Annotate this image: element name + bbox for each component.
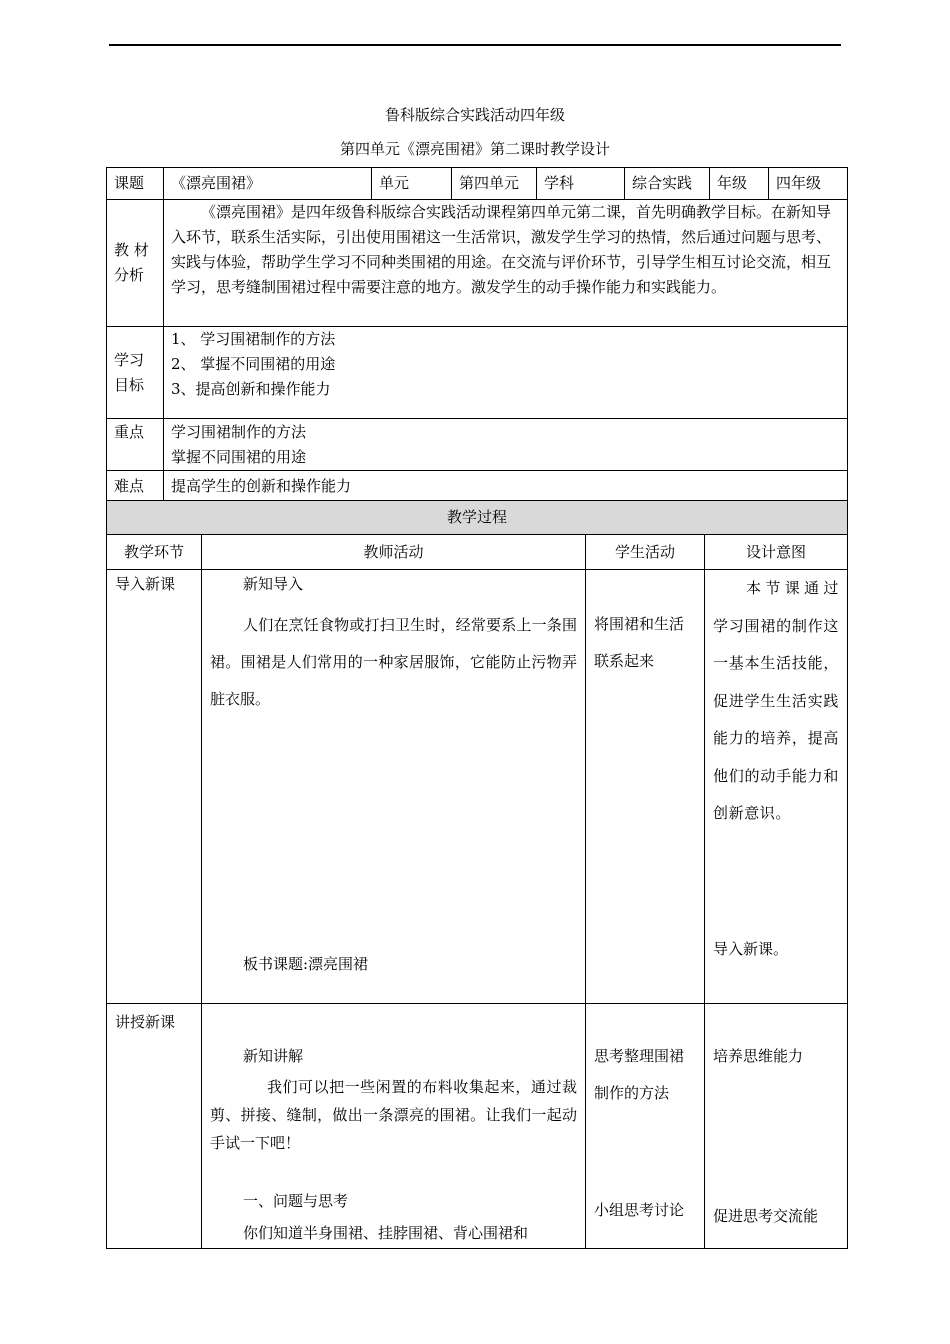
difficulty-label: 难点 bbox=[107, 471, 164, 502]
intro-board-title: 板书课题:漂亮围裙 bbox=[243, 955, 369, 973]
process-title: 教学过程 bbox=[107, 501, 848, 535]
intro-teacher-cell bbox=[202, 570, 586, 1004]
lecture-student-activity-2: 小组思考讨论 bbox=[594, 1201, 685, 1219]
lecture-student-activity-1: 思考整理围裙制作的方法 bbox=[594, 1047, 685, 1102]
key-points-list bbox=[164, 419, 848, 471]
process-title-row bbox=[107, 501, 848, 535]
unit-label: 单元 bbox=[372, 168, 452, 200]
intro-student-cell bbox=[586, 570, 705, 1004]
lecture-intent-cell bbox=[705, 1004, 848, 1249]
document-subtitle: 第四单元《漂亮围裙》第二课时教学设计 bbox=[339, 140, 610, 158]
intro-stage: 导入新课 bbox=[107, 570, 202, 1004]
info-row-objectives bbox=[107, 327, 848, 419]
intro-teacher-heading: 新知导入 bbox=[243, 575, 304, 593]
difficulty-text: 提高学生的创新和操作能力 bbox=[164, 471, 848, 502]
column-header-student: 学生活动 bbox=[586, 535, 705, 570]
info-table bbox=[106, 167, 848, 502]
objectives-label: 学习 目标 bbox=[107, 327, 164, 419]
analysis-text: 《漂亮围裙》是四年级鲁科版综合实践活动课程第四单元第二课，首先明确教学目标。在新知导入环节，联系生活实际，引出使用围裙这一生活常识，激发学生学习的热情，然后通过问题与思考、实践与体验，帮助学生学习不同种类围裙的用途。在交流与评价环节，引导学生相互讨论交流，相互学习，思考缝制围裙过程中需要注意的地方。激发学生的动手操作能力和实践能力。 bbox=[164, 200, 848, 327]
lecture-stage: 讲授新课 bbox=[107, 1004, 202, 1249]
objective-item: 3、提高创新和操作能力 bbox=[171, 380, 331, 398]
lecture-teacher-subheading: 一、问题与思考 bbox=[243, 1192, 349, 1210]
grade-label: 年级 bbox=[710, 168, 769, 200]
intro-intent-text: 本节课通过学习围裙的制作这一基本生活技能，促进学生生活实践能力的培养，提高他们的动手能力和创新意识。 bbox=[713, 579, 840, 822]
intro-section-row bbox=[107, 570, 848, 1004]
intro-intent-cell bbox=[705, 570, 848, 1004]
document-title: 鲁科版综合实践活动四年级 bbox=[384, 106, 565, 124]
key-point-item: 学习围裙制作的方法 bbox=[171, 423, 307, 441]
lecture-teacher-cell bbox=[202, 1004, 586, 1249]
lecture-student-cell bbox=[586, 1004, 705, 1249]
subject-value: 综合实践 bbox=[625, 168, 710, 200]
grade-value: 四年级 bbox=[769, 168, 848, 200]
column-header-teacher: 教师活动 bbox=[202, 535, 586, 570]
topic-label: 课题 bbox=[107, 168, 164, 200]
key-point-item: 掌握不同围裙的用途 bbox=[171, 448, 307, 466]
info-row-key-points bbox=[107, 419, 848, 471]
lecture-intent-2: 促进思考交流能 bbox=[713, 1207, 819, 1225]
info-row-topic bbox=[107, 168, 848, 200]
intro-intent-end: 导入新课。 bbox=[713, 939, 789, 958]
process-column-headers bbox=[107, 535, 848, 570]
info-row-difficulty bbox=[107, 471, 848, 502]
column-header-intent: 设计意图 bbox=[705, 535, 848, 570]
analysis-label: 教 材 分析 bbox=[107, 200, 164, 327]
intro-teacher-text: 人们在烹饪食物或打扫卫生时，经常要系上一条围裙。围裙是人们常用的一种家居服饰，它能防止污物弄脏衣服。 bbox=[210, 616, 577, 708]
lecture-teacher-question: 你们知道半身围裙、挂脖围裙、背心围裙和 bbox=[243, 1224, 529, 1242]
column-header-stage: 教学环节 bbox=[107, 535, 202, 570]
info-row-analysis bbox=[107, 200, 848, 327]
lecture-intent-1: 培养思维能力 bbox=[713, 1047, 804, 1065]
subject-label: 学科 bbox=[537, 168, 625, 200]
topic-value: 《漂亮围裙》 bbox=[164, 168, 372, 200]
objectives-list bbox=[164, 327, 848, 419]
process-table bbox=[106, 500, 848, 1249]
lecture-teacher-text: 我们可以把一些闲置的布料收集起来，通过裁剪、拼接、缝制，做出一条漂亮的围裙。让我们一起动手试一下吧！ bbox=[210, 1078, 577, 1152]
objective-item: 2、 掌握不同围裙的用途 bbox=[171, 355, 336, 373]
unit-value: 第四单元 bbox=[452, 168, 537, 200]
intro-student-activity: 将围裙和生活联系起来 bbox=[594, 615, 685, 670]
lecture-section-row bbox=[107, 1004, 848, 1249]
objective-item: 1、 学习围裙制作的方法 bbox=[171, 330, 336, 348]
key-points-label: 重点 bbox=[107, 419, 164, 471]
header-rule bbox=[109, 44, 841, 46]
lecture-teacher-heading: 新知讲解 bbox=[243, 1047, 304, 1065]
